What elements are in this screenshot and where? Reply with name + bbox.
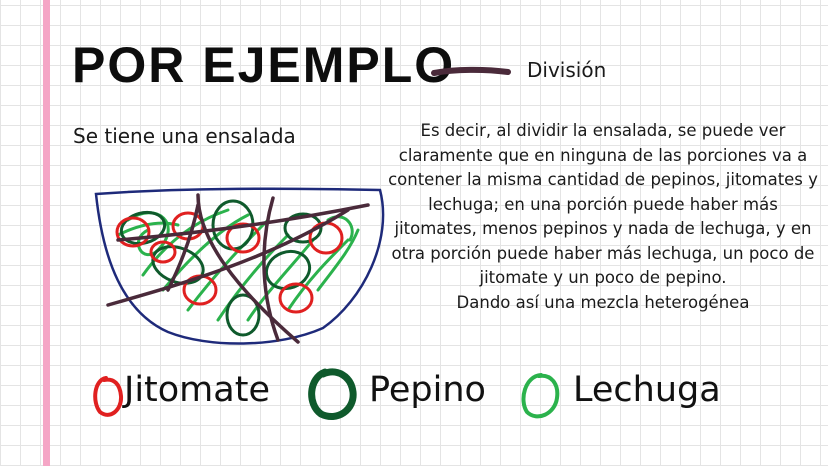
description-block bbox=[388, 119, 818, 315]
description-text: Es decir, al dividir la ensalada, se puede ver claramente que en ninguna de las porciones va a contener la misma cantidad de pepinos, jitomates y lechuga; en una porción puede haber más jitomates, menos pepinos y nada de lechuga, y en otra porción puede haber más lechuga, un poco de jitomate y un poco de pepino. bbox=[388, 121, 818, 287]
legend-label-pepino: Pepino bbox=[369, 370, 486, 410]
legend-item-pepino bbox=[303, 366, 503, 422]
dark-green-circle-icon bbox=[303, 366, 359, 422]
legend-item-lechuga bbox=[517, 366, 737, 422]
legend-label-lechuga: Lechuga bbox=[573, 370, 721, 410]
salad-bowl-drawing bbox=[88, 180, 388, 350]
subtitle: Se tiene una ensalada bbox=[73, 124, 296, 148]
division-line-icon bbox=[430, 60, 512, 86]
page-title: POR EJEMPLO bbox=[72, 37, 456, 93]
margin-line bbox=[43, 0, 50, 466]
legend-item-jitomate bbox=[90, 366, 290, 422]
red-circle-icon bbox=[90, 372, 126, 420]
division-label: División bbox=[527, 58, 607, 82]
light-green-circle-icon bbox=[517, 370, 561, 422]
conclusion-text: Dando así una mezcla heterogénea bbox=[456, 292, 750, 312]
legend-label-jitomate: Jitomate bbox=[124, 370, 270, 410]
division-legend bbox=[430, 58, 630, 88]
